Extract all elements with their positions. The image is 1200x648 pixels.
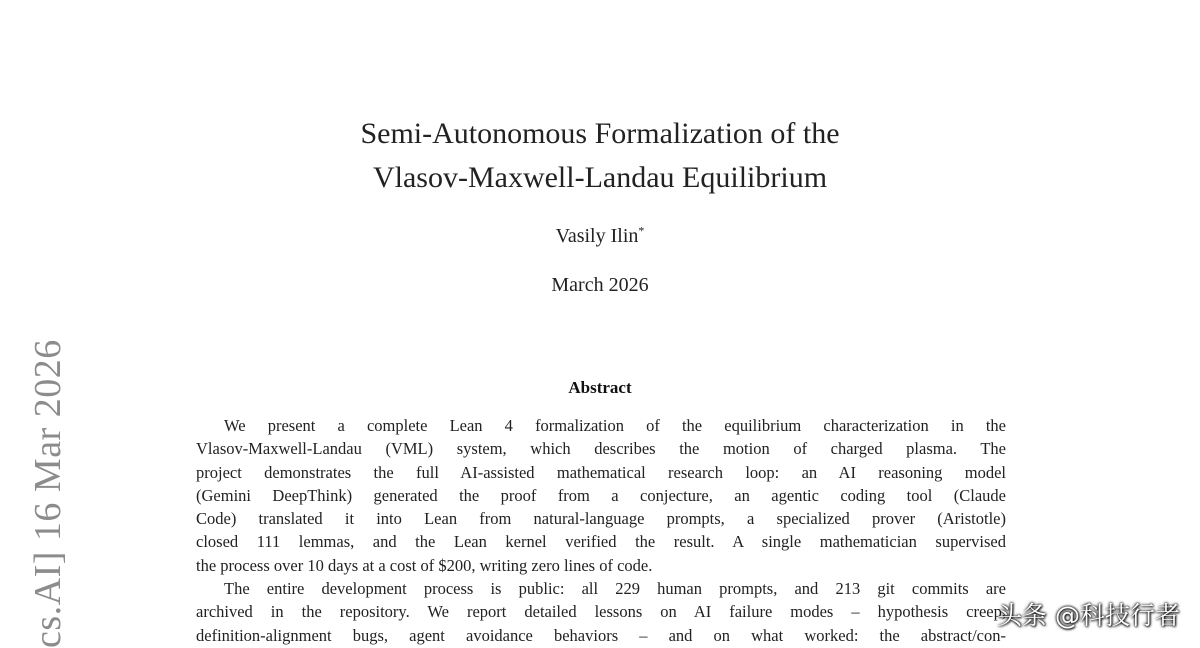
abstract-heading: Abstract	[568, 378, 632, 397]
abstract-line: closed 111 lemmas, and the Lean kernel verified the result. A single mathematician supervised	[196, 532, 1006, 552]
paper-title	[0, 112, 1200, 200]
title-line-2: Vlasov-Maxwell-Landau Equilibrium	[372, 161, 828, 194]
arxiv-stamp: cs.AI] 16 Mar 2026	[27, 339, 69, 648]
abstract-body	[196, 414, 1006, 647]
abstract-line: definition-alignment bugs, agent avoidance behaviors – and on what worked: the abstract/con-	[196, 625, 1006, 645]
abstract-line: the process over 10 days at a cost of $200, writing zero lines of code.	[196, 555, 653, 575]
author-footnote-mark: *	[638, 223, 645, 238]
author-name: Vasily Ilin	[555, 225, 639, 247]
abstract-line: The entire development process is public: all 229 human prompts, and 213 git commits are	[224, 579, 1006, 599]
abstract-line: Vlasov-Maxwell-Landau (VML) system, which describes the motion of charged plasma. The	[196, 439, 1006, 459]
abstract-line: Code) translated it into Lean from natural-language prompts, a specialized prover (Aristotle)	[196, 509, 1006, 529]
title-line-1: Semi-Autonomous Formalization of the	[360, 117, 840, 150]
abstract-line: (Gemini DeepThink) generated the proof from a conjecture, an agentic coding tool (Claude	[196, 485, 1006, 505]
abstract-line: project demonstrates the full AI-assisted mathematical research loop: an AI reasoning model	[196, 462, 1006, 482]
abstract-line: archived in the repository. We report detailed lessons on AI failure modes – hypothesis creep,	[196, 602, 1006, 622]
author	[0, 225, 1200, 248]
watermark: 头条 @科技行者	[997, 601, 1180, 630]
abstract-line: We present a complete Lean 4 formalization of the equilibrium characterization in the	[224, 416, 1006, 435]
paper-date: March 2026	[551, 274, 649, 296]
